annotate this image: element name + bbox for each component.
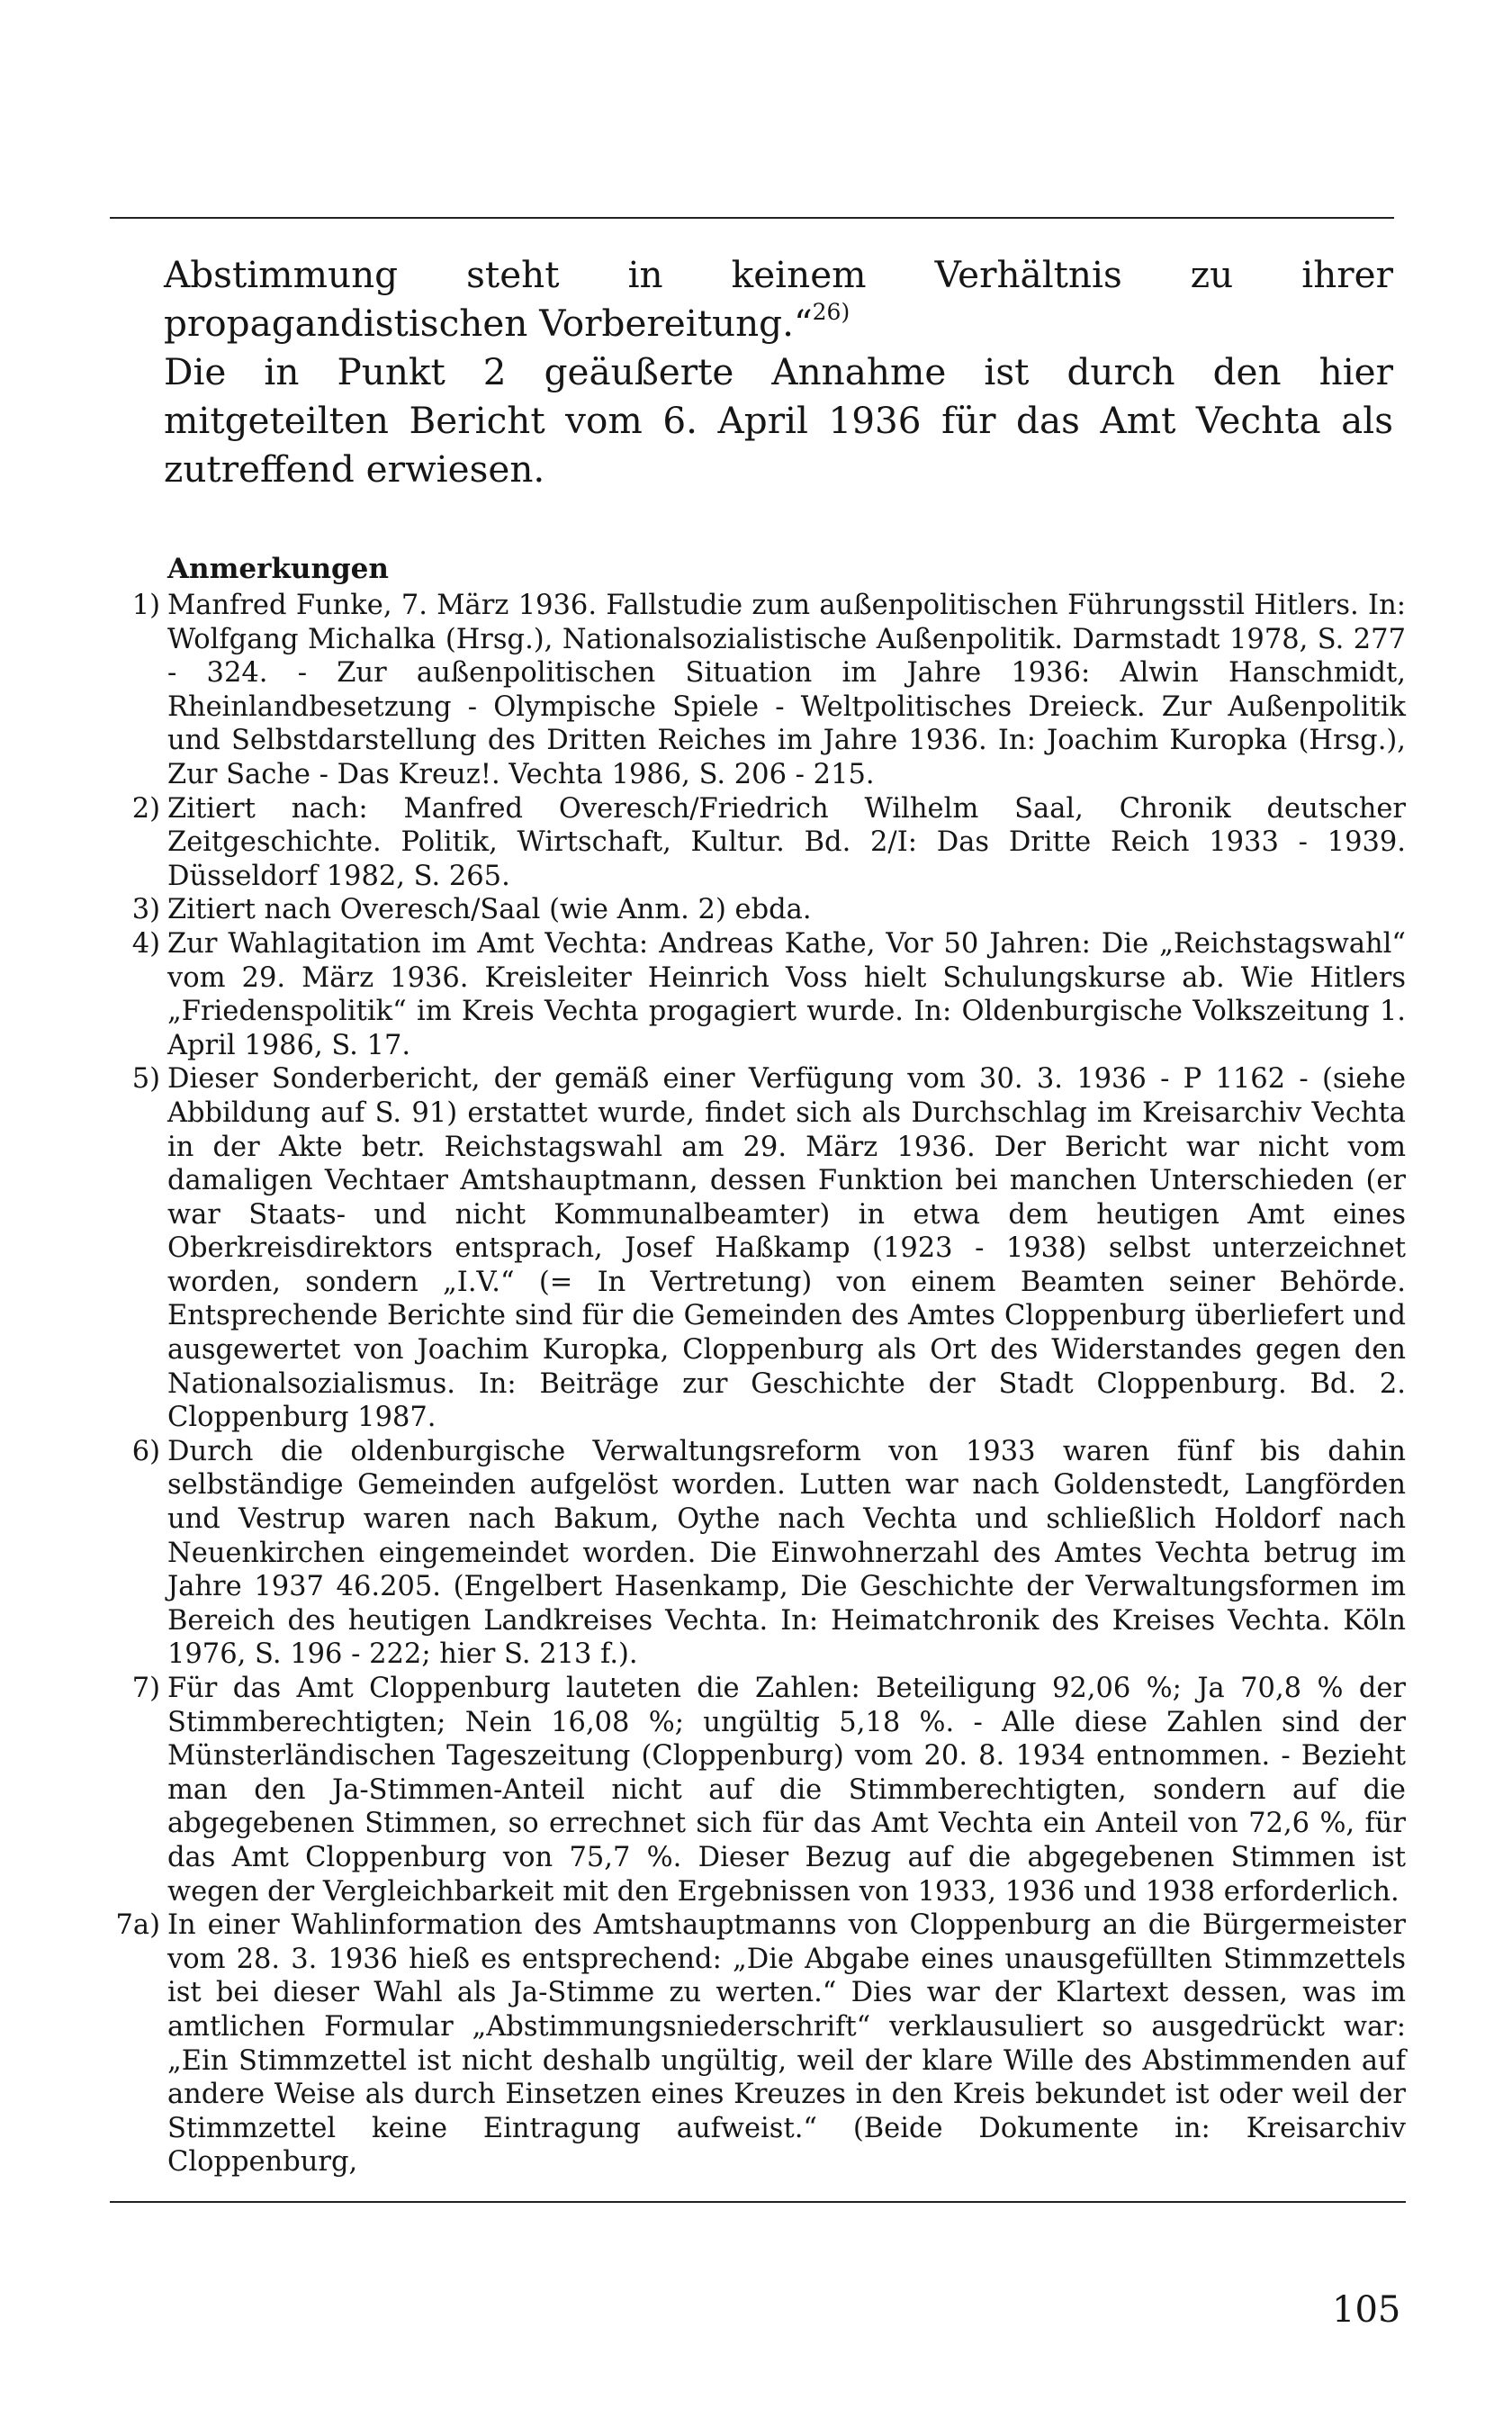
footnote-ref: 26): [812, 299, 850, 325]
notes-section: [110, 551, 1406, 2179]
note-text: Durch die oldenburgische Verwaltungsreform von 1933 waren fünf bis dahin selbständige Gemeinden aufgelöst worden. Lutten war nach Goldenstedt, Langförden und Vestrup waren nach Bakum, Oythe nach Vechta und schließlich Holdorf nach Neuenkirchen eingemeindet worden. Die Einwohnerzahl des Amtes Vechta betrug im Jahre 1937 46.205. (Engelbert Hasenkamp, Die Geschichte der Verwaltungsformen im Bereich des heutigen Landkreises Vechta. In: Heimatchronik des Kreises Vechta. Köln 1976, S. 196 - 222; hier S. 213 f.).: [167, 1435, 1406, 1671]
note-number: 7): [131, 1673, 160, 1704]
paragraph-1: Abstimmung steht in keinem Verhältnis zu ihrer propagandistischen Vorbereitung.“$^{26)}$: [164, 253, 1393, 345]
note-item: [110, 589, 1406, 792]
note-item: [110, 927, 1406, 1062]
note-item: [110, 893, 1406, 927]
note-number: 5): [131, 1063, 160, 1096]
note-item: [110, 792, 1406, 894]
body-text: [164, 250, 1393, 493]
top-rule: [110, 217, 1394, 219]
note-item: [110, 1908, 1406, 2179]
note-text: Zur Wahlagitation im Amt Vechta: Andreas Kathe, Vor 50 Jahren: Die „Reichstagswahl“ vom 29. März 1936. Kreisleiter Heinrich Voss hielt Schulungskurse ab. Wie Hitlers „Friedenspolitik“ im Kreis Vechta progagiert wurde. In: Oldenburgische Volkszeitung 1. April 1986, S. 17.: [167, 927, 1406, 1061]
bottom-rule: [110, 2201, 1406, 2203]
notes-heading: Anmerkungen: [167, 553, 389, 585]
note-number: 7a): [115, 1909, 160, 1942]
note-number: 6): [131, 1435, 160, 1467]
note-item: [110, 1062, 1406, 1435]
note-number: 2): [131, 792, 160, 825]
page-number: 105: [1332, 2289, 1401, 2331]
note-item: [110, 1672, 1406, 1908]
note-number: 4): [131, 927, 160, 960]
note-text: Manfred Funke, 7. März 1936. Fallstudie zum außenpolitischen Führungsstil Hitlers. In: Wolfgang Michalka (Hrsg.), Nationalsozialistische Außenpolitik. Darmstadt 1978, S. 277 - 324. - Zur außenpolitischen Situation im Jahre 1936: Alwin Hanschmidt, Rheinlandbesetzung - Olympische Spiele - Weltpolitisches Dreieck. Zur Außenpolitik und Selbstdarstellung des Dritten Reiches im Jahre 1936. In: Joachim Kuropka (Hrsg.), Zur Sache - Das Kreuz!. Vechta 1986, S. 206 - 215.: [167, 590, 1406, 790]
note-text: In einer Wahlinformation des Amtshauptmanns von Cloppenburg an die Bürgermeister vom 28. 3. 1936 hieß es entsprechend: „Die Abgabe eines unausgefüllten Stimmzettels ist bei dieser Wahl als Ja-Stimme zu werten.“ Dies war der Klartext dessen, was im amtlichen Formular „Abstimmungsniederschrift“ verklausuliert so ausgedrückt war: „Ein Stimmzettel ist nicht deshalb ungültig, weil der klare Wille des Abstimmenden auf andere Weise als durch Einsetzen eines Kreuzes in den Kreis bekundet ist oder weil der Stimmzettel keine Eintragung aufweist.“ (Beide Dokumente in: Kreisarchiv Cloppenburg,: [167, 1909, 1406, 2179]
note-text: Zitiert nach: Manfred Overesch/Friedrich Wilhelm Saal, Chronik deutscher Zeitgeschichte. Politik, Wirtschaft, Kultur. Bd. 2/I: Das Dritte Reich 1933 - 1939. Düsseldorf 1982, S. 265.: [167, 792, 1406, 892]
note-number: 3): [131, 894, 160, 926]
paragraph-2: Die in Punkt 2 geäußerte Annahme ist durch den hier mitgeteilten Bericht vom 6. April 1936 für das Amt Vechta als zutreffend erwiesen.: [164, 350, 1393, 491]
note-text: Zitiert nach Overesch/Saal (wie Anm. 2) ebda.: [167, 894, 812, 926]
note-item: [110, 1435, 1406, 1672]
note-text: Dieser Sonderbericht, der gemäß einer Verfügung vom 30. 3. 1936 - P 1162 - (siehe Abbildung auf S. 91) erstattet wurde, findet sich als Durchschlag im Kreisarchiv Vechta in der Akte betr. Reichstagswahl am 29. März 1936. Der Bericht war nicht vom damaligen Vechtaer Amtshauptmann, dessen Funktion bei manchen Unterschieden (er war Staats- und nicht Kommunalbeamter) in etwa dem heutigen Amt eines Oberkreisdirektors entsprach, Josef Haßkamp (1923 - 1938) selbst unterzeichnet worden, sondern „I.V.“ (= In Vertretung) von einem Beamten seiner Behörde. Entsprechende Berichte sind für die Gemeinden des Amtes Cloppenburg überliefert und ausgewertet von Joachim Kuropka, Cloppenburg als Ort des Widerstandes gegen den Nationalsozialismus. In: Beiträge zur Geschichte der Stadt Cloppenburg. Bd. 2. Cloppenburg 1987.: [167, 1063, 1406, 1434]
note-text: Für das Amt Cloppenburg lauteten die Zahlen: Beteiligung 92,06 %; Ja 70,8 % der Stimmberechtigten; Nein 16,08 %; ungültig 5,18 %. - Alle diese Zahlen sind der Münsterländischen Tageszeitung (Cloppenburg) vom 20. 8. 1934 entnommen. - Bezieht man den Ja-Stimmen-Anteil nicht auf die Stimmberechtigten, sondern auf die abgegebenen Stimmen, so errechnet sich für das Amt Vechta ein Anteil von 72,6 %, für das Amt Cloppenburg von 75,7 %. Dieser Bezug auf die abgegebenen Stimmen ist wegen der Vergleichbarkeit mit den Ergebnissen von 1933, 1936 und 1938 erforderlich.: [167, 1673, 1406, 1908]
note-number: 1): [131, 590, 160, 621]
